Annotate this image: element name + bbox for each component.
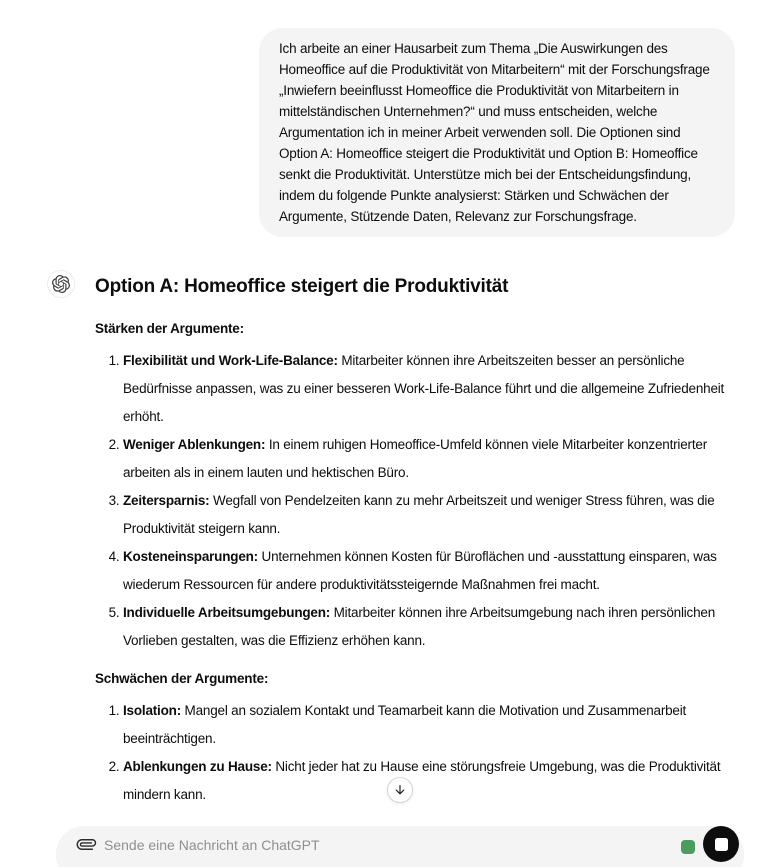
section-label-weaknesses: Schwächen der Argumente: [95,671,269,686]
list-item: 1. Isolation: Mangel an sozialem Kontakt und Teamarbeit kann die Motivation und Zusammenarbeit beeinträchtigen. [123,697,732,753]
list-item: 4. Kosteneinsparungen: Unternehmen können Kosten für Büroflächen und -ausstattung einsparen, was wiederum Ressourcen für andere produktivitätssteigernde Maßnahmen frei macht. [123,543,732,599]
weaknesses-list [95,697,732,809]
assistant-message [95,276,732,823]
assistant-turn [47,276,744,823]
message-composer [56,826,744,867]
arrow-down-icon [393,783,407,797]
chat-column [56,0,744,823]
user-turn [56,28,744,237]
message-input[interactable] [104,832,664,858]
attach-button[interactable] [72,830,100,858]
list-item: 3. Zeitersparnis: Wegfall von Pendelzeiten kann zu mehr Arbeitszeit und weniger Stress führen, was die Produktivität steigern kann. [123,487,732,543]
scroll-to-bottom-button[interactable] [387,777,413,803]
cursor-indicator [681,840,695,854]
list-item: 2. Weniger Ablenkungen: In einem ruhigen Homeoffice-Umfeld können viele Mitarbeiter konzentrierter arbeiten als in einem lauten und hektischen Büro. [123,431,732,487]
list-item: 5. Individuelle Arbeitsumgebungen: Mitarbeiter können ihre Arbeitsumgebung nach ihren persönlichen Vorlieben gestalten, was die Effizienz erhöhen kann. [123,599,732,655]
stop-button[interactable] [703,826,739,862]
openai-logo-icon [52,275,70,293]
section-label-strengths: Stärken der Argumente: [95,321,244,336]
strengths-list [95,347,732,655]
stop-icon [715,838,728,851]
paperclip-icon [73,831,100,858]
list-item: 1. Flexibilität und Work-Life-Balance: Mitarbeiter können ihre Arbeitszeiten besser an persönliche Bedürfnisse anpassen, was zu einer besseren Work-Life-Balance führt und die allgemeine Zufriedenheit erhöht. [123,347,732,431]
assistant-avatar [47,270,75,298]
user-message-bubble: Ich arbeite an einer Hausarbeit zum Thema „Die Auswirkungen des Homeoffice auf die Produktivität von Mitarbeitern“ mit der Forschungsfrage „Inwiefern beeinflusst Homeoffice die Produktivität von Mitarbeitern in mittelständischen Unternehmen?“ und muss entscheiden, welche Argumentation ich in meiner Arbeit verwenden soll. Die Optionen sind Option A: Homeoffice steigert die Produktivität und Option B: Homeoffice senkt die Produktivität. Unterstütze mich bei der Entscheidungsfindung, indem du folgende Punkte analysierst: Stärken und Schwächen der Argumente, Stützende Daten, Relevanz zur Forschungsfrage. [259,28,735,237]
assistant-heading: Option A: Homeoffice steigert die Produktivität [95,276,509,297]
list-item: 2. Ablenkungen zu Hause: Nicht jeder hat zu Hause eine störungsfreie Umgebung, was die Produktivität mindern kann. [123,753,732,809]
